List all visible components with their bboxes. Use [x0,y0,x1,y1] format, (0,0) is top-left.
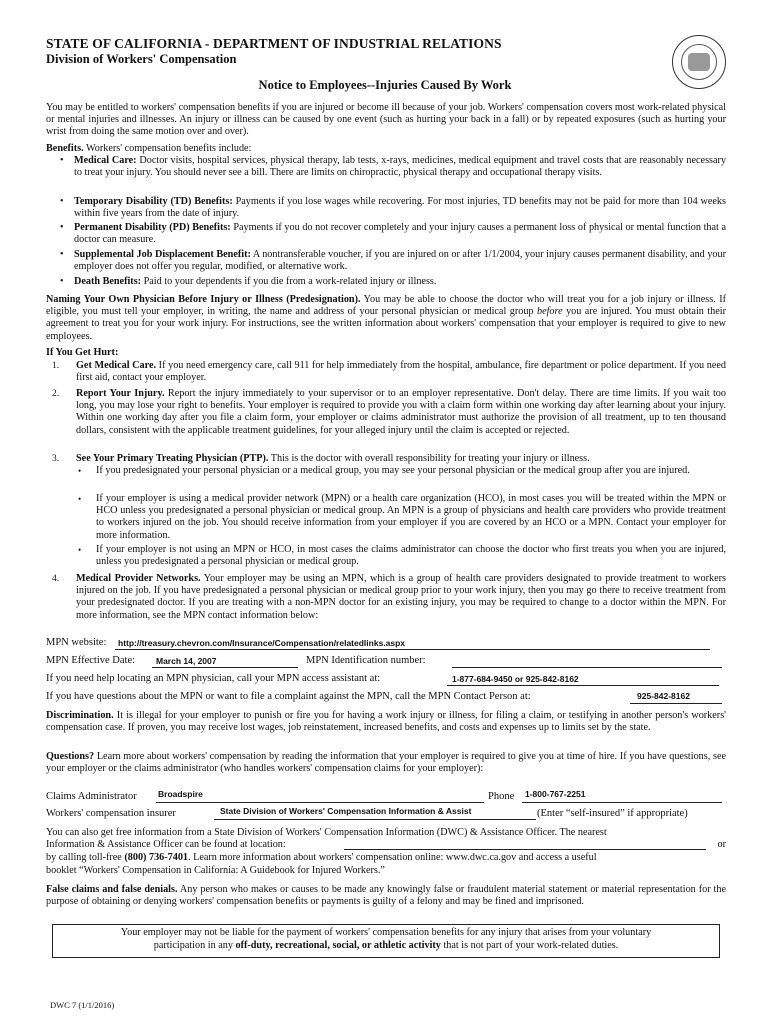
bullet-icon: • [78,494,82,504]
false-claims-heading: False claims and false denials. [46,884,178,895]
benefit-item-medical [74,155,726,179]
benefits-heading-rest: Workers' compensation benefits include: [83,143,252,154]
benefits-heading-line [46,143,726,155]
benefit-label: Medical Care: [74,155,137,166]
dwc-location-line[interactable] [344,849,706,850]
step-ptp [76,453,726,465]
mpn-id-label: MPN Identification number: [306,655,426,666]
predesignation-paragraph [46,294,726,343]
step-number: 2. [52,389,60,399]
step-text: Your employer may be using an MPN, which is a group of health care providers designated to provide treatment to workers injured on the job. If you have predesignated a personal physician or medical group prior to your work injury, then you may go there to receive treatment from your predesignated doctor. If you are treating with a non-MPN doctor for an existing injury, you may be required to change to a doctor within the MPN. For more information, see the MPN contact information below: [76,573,727,621]
notice-text: participation in any [153,939,236,951]
dwc-info-line1: You can also get free information from a State Division of Workers' Compensation Information (DWC) & Assistance Officer. The nearest [46,827,607,838]
benefit-text: Paid to your dependents if you die from a work-related injury or illness. [141,276,437,287]
mpn-website-field[interactable]: http://treasury.chevron.com/Insurance/Compensation/relatedlinks.aspx [118,638,406,648]
page-title: Notice to Employees--Injuries Caused By Work [258,78,512,92]
bullet-icon: • [78,545,82,555]
bullet-icon: • [60,276,64,287]
predesignation-text: you are injured. You must obtain their agreement to treat you for your work injury. For instructions, see the written information about workers' compensation that your employer is required to give to new employees. [46,306,726,342]
step-label: Medical Provider Networks. [76,573,201,584]
predesignation-italic: before [536,306,563,318]
if-hurt-heading: If You Get Hurt: [46,347,119,358]
questions-heading: Questions? [46,751,95,762]
predesignation-heading: Naming Your Own Physician Before Injury or Illness (Predesignation). [46,294,361,305]
notice-line2 [53,940,719,953]
benefit-text: Doctor visits, hospital services, physical therapy, lab tests, x-rays, medicines, medical equipment and travel costs that are reasonably necessary to treat your injury. You should never see a bill. There are limits on chiropractic, physical therapy and occupational therapy visits. [74,155,726,179]
discrimination-text: It is illegal for your employer to punish or fire you for having a work injury or illness, for filing a claim, or testifying in another person's workers' compensation case. If proven, you may receive lost wages, job reinstatement, increased benefits, and costs and expenses up to limits set by the state. [46,710,726,734]
insurer-line [214,819,536,820]
false-claims-text: Any person who makes or causes to be made any knowingly false or fraudulent material statement or material representation for the purpose of obtaining or denying workers' compensation benefits or payments is guilty of a felony and may be fined and imprisoned. [46,884,726,908]
step-text: Report the injury immediately to your supervisor or to an employer representative. Don't delay. There are time limits. If you wait too long, you may lose your right to benefits. Your employer is required to provide you with a claim form within one working day after learning about your injury. Within one working day after you file a claim form, your employer or claims administrator must authorize the provision of all treatment, up to ten thousand dollars, consistent with the applicable treatment guidelines, for your alleged injury until the claim is accepted or rejected. [76,388,726,436]
step-text: If you need emergency care, call 911 for help immediately from the hospital, ambulance, fire department or police department. If you need first aid, contact your employer. [76,360,726,384]
dwc-info-or: or [717,839,726,850]
mpn-contact-field[interactable]: 925-842-8162 [637,691,690,701]
mpn-effective-label: MPN Effective Date: [46,655,136,666]
benefit-item-td [74,196,726,220]
bullet-icon: • [60,249,64,260]
benefit-text: Payments if you do not recover completely and your injury causes a permanent loss of physical or mental function that a doctor can measure. [74,222,726,246]
step-medical-care [76,360,726,384]
mpn-contact-label: If you have questions about the MPN or want to file a complaint against the MPN, call the MPN Contact Person at: [46,691,531,702]
bullet-icon: • [60,196,64,207]
notice-line1: Your employer may not be liable for the payment of workers' compensation benefits for any injury that arises from your voluntary [120,927,652,938]
benefits-heading: Benefits. [46,143,84,154]
claims-admin-label: Claims Administrator [46,791,137,802]
benefit-label: Permanent Disability (PD) Benefits: [74,222,231,233]
questions-paragraph [46,751,726,775]
mpn-website-line [115,649,710,650]
step-text: This is the doctor with overall responsibility for treating your injury or illness. [268,453,590,464]
ptp-bullet-mpn-hco: If your employer is using a medical provider network (MPN) or a health care organization (HCO), in most cases you will be treated within the MPN or HCO unless you predesignated a personal physician or medical group. An MPN is a group of physicians and health care providers who provide treatment to workers injured on the job. You should receive information from your employer if you are covered by an HCO or a MPN. Contact your employer for more information. [96,493,726,541]
step-label: See Your Primary Treating Physician (PTP). [76,453,269,464]
insurer-label: Workers' compensation insurer [46,808,176,819]
division-heading: Division of Workers' Compensation [46,52,237,66]
claims-admin-field[interactable]: Broadspire [158,789,203,799]
mpn-access-line [447,685,719,686]
benefit-text: A nontransferable voucher, if you are injured on or after 1/1/2004, your injury causes permanent disability, and your employer does not offer you regular, modified, or alternative work. [74,249,726,273]
step-number: 1. [52,361,60,371]
bullet-icon: • [60,222,64,233]
ptp-bullet-no-mpn: If your employer is not using an MPN or HCO, in most cases the claims administrator can choose the doctor who first treats you when you are injured, unless you predesignated a personal physician or medical group. [96,544,726,568]
claims-phone-line [522,802,722,803]
benefit-label: Supplemental Job Displacement Benefit: [74,249,251,260]
discrimination-heading: Discrimination. [46,710,114,721]
notice-text: that is not part of your work-related duties. [440,939,619,951]
mpn-effective-field[interactable]: March 14, 2007 [156,656,217,666]
discrimination-paragraph [46,710,726,734]
voluntary-activity-notice [52,924,720,958]
step-label: Get Medical Care. [76,360,157,371]
claims-phone-label: Phone [488,791,515,802]
benefit-label: Death Benefits: [74,276,142,287]
step-number: 4. [52,574,60,584]
step-label: Report Your Injury. [76,388,165,399]
mpn-contact-line [630,703,722,704]
benefit-label: Temporary Disability (TD) Benefits: [74,196,233,207]
dwc-info-text: by calling toll-free [46,852,125,863]
insurer-suffix: (Enter “self-insured” if appropriate) [537,808,688,819]
notice-bold: off-duty, recreational, social, or athletic activity [235,939,441,951]
step-report-injury [76,388,726,437]
benefit-item-sjdb [74,249,726,273]
benefit-item-death [74,276,726,288]
mpn-access-label: If you need help locating an MPN physician, call your MPN access assistant at: [46,673,381,684]
step-number: 3. [52,454,60,464]
claims-admin-line [156,802,484,803]
false-claims-paragraph [46,884,726,908]
benefit-item-pd [74,222,726,246]
benefit-text: Payments if you lose wages while recovering. For most injuries, TD benefits may not be paid for more than 104 weeks within five years from the date of injury. [74,196,726,220]
mpn-id-line [452,667,722,668]
dwc-info-line4: booklet “Workers' Compensation in California: A Guidebook for Injured Workers.” [46,865,385,876]
bullet-icon: • [60,155,64,166]
dwc-phone: (800) 736-7401 [124,852,189,863]
mpn-effective-line [152,667,298,668]
form-footer: DWC 7 (1/1/2016) [50,1000,115,1010]
intro-paragraph: You may be entitled to workers' compensation benefits if you are injured or become ill because of your job. Workers' compensation covers most work-related physical or mental injuries and illnesses. An injury or illness can be caused by one event (such as hurting your back in a fall) or by repeated exposures (such as hurting your wrist from doing the same motion over and over). [46,102,726,138]
dwc-info-line2: Information & Assistance Officer can be found at location: [46,839,286,850]
step-mpn [76,573,726,622]
bullet-icon: • [78,466,82,476]
questions-text: Learn more about workers' compensation by reading the information that your employer is required to give you at time of hire. If you have questions, see your employer or the claims administrator (who handles workers' compensation claims for your employer): [46,751,726,775]
claims-phone-field[interactable]: 1-800-767-2251 [525,789,586,799]
mpn-access-field[interactable]: 1-877-684-9450 or 925-842-8162 [452,674,579,684]
insurer-field[interactable]: State Division of Workers' Compensation Information & Assist [220,806,472,816]
dwc-info-text: . Learn more information about workers' compensation online: www.dwc.ca.gov and access a useful [188,852,597,863]
agency-heading: STATE OF CALIFORNIA - DEPARTMENT OF INDUSTRIAL RELATIONS [46,36,502,51]
dwc-info-line3 [46,852,726,864]
mpn-website-label: MPN website: [46,637,107,648]
predesignation-text: You may be able to choose the doctor who will treat you for a job injury or illness. If eligible, you must tell your employer, in writing, the name and address of your personal physician or medical group [46,294,726,318]
ptp-bullet-predesignated: If you predesignated your personal physician or a medical group, you may see your personal physician or the medical group after you are injured. [96,465,690,476]
